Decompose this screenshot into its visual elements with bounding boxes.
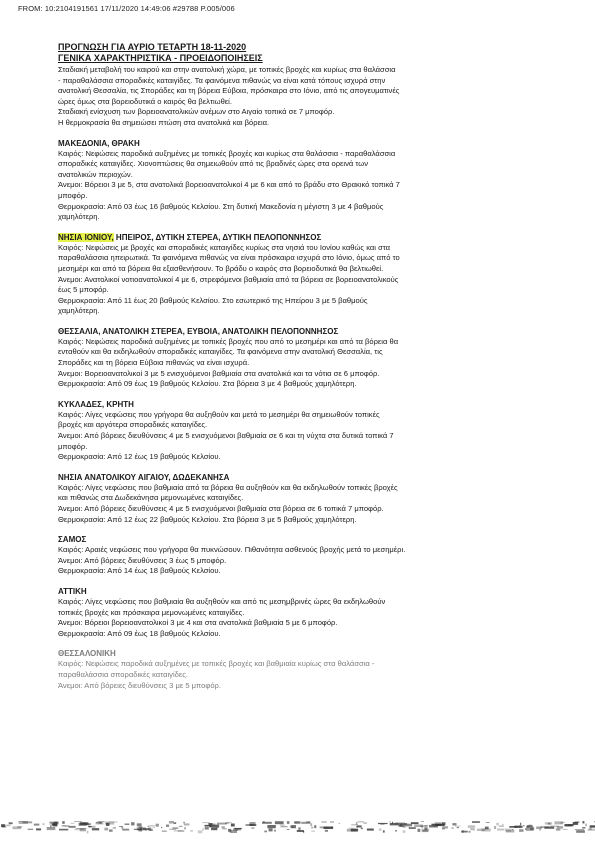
- region-line: μεσημέρι και από τα βόρεια θα εξασθενήσουν. Το βράδυ ο καιρός στα βορειοδυτικά θα βελτιωθεί.: [58, 263, 384, 273]
- scan-noise-mark: [442, 826, 448, 828]
- scan-noise-mark: [287, 829, 290, 830]
- scan-noise-mark: [515, 825, 520, 826]
- scan-noise-mark: [134, 829, 141, 830]
- scan-noise-mark: [149, 825, 155, 827]
- scan-noise-mark: [403, 830, 406, 833]
- scan-noise-mark: [389, 821, 390, 822]
- scan-noise-mark: [398, 825, 404, 827]
- scan-noise-mark: [28, 829, 33, 830]
- region-line: Καιρός: Νεφώσεις με βροχές και σποραδικές καταιγίδες κυρίως στα νησιά του Ιονίου καθώς και στα: [58, 242, 391, 252]
- region-attica: [58, 586, 578, 639]
- scan-noise-mark: [556, 829, 561, 831]
- scan-noise-mark: [61, 826, 69, 827]
- region-line: Σποράδες και τη βόρεια Εύβοια πιθανώς να είναι ισχυρά.: [58, 358, 250, 368]
- scan-noise-mark: [208, 823, 212, 825]
- scan-noise-mark: [59, 829, 68, 831]
- region-title: ΝΗΣΙΑ ΑΝΑΤΟΛΙΚΟΥ ΑΙΓΑΙΟΥ, ΔΩΔΕΚΑΝΗΣΑ: [58, 472, 230, 482]
- scan-noise-mark: [280, 825, 285, 826]
- scan-noise-mark: [588, 829, 595, 831]
- general-line: Η θερμοκρασία θα σημειώσει πτώση στα ανατολικά και βόρεια.: [58, 117, 270, 127]
- scan-noise-mark: [148, 828, 151, 831]
- document-subtitle: ΓΕΝΙΚΑ ΧΑΡΑΚΤΗΡΙΣΤΙΚΑ - ΠΡΟΕΙΔΟΠΟΙΗΣΕΙΣ: [58, 53, 263, 63]
- scan-noise-mark: [311, 827, 313, 829]
- scan-noise-mark: [205, 825, 211, 827]
- scan-noise-mark: [520, 823, 521, 826]
- scan-noise-mark: [367, 829, 374, 831]
- scan-noise-mark: [156, 824, 159, 827]
- scan-noise-mark: [575, 829, 584, 830]
- scan-noise-mark: [109, 822, 118, 823]
- scan-noise-mark: [19, 823, 28, 824]
- scan-noise-mark: [395, 822, 405, 825]
- scan-noise-mark: [9, 822, 13, 824]
- scan-noise-mark: [311, 831, 315, 832]
- region-line: Θερμοκρασία: Από 09 έως 19 βαθμούς Κελσίου. Στα βόρεια 3 με 4 βαθμούς χαμηλότερη.: [58, 379, 357, 389]
- scan-noise-mark: [421, 821, 424, 822]
- scan-noise-mark: [497, 829, 504, 831]
- scan-noise-mark: [519, 829, 523, 832]
- scan-noise-mark: [179, 826, 183, 827]
- scan-noise-mark: [306, 821, 311, 822]
- scan-noise-mark: [564, 824, 571, 826]
- scan-noise-mark: [421, 827, 423, 828]
- region-line: Θερμοκρασία: Από 12 έως 19 βαθμούς Κελσίου.: [58, 452, 221, 462]
- region-ionian-epirus: [58, 232, 578, 317]
- region-macedonia-thrace: [58, 138, 578, 223]
- scan-noise-mark: [131, 822, 134, 825]
- scan-noise-mark: [541, 826, 550, 827]
- scan-noise-mark: [514, 826, 522, 828]
- scan-noise-mark: [356, 822, 358, 825]
- scan-noise-mark: [174, 823, 176, 824]
- scan-noise-mark: [198, 830, 203, 833]
- scan-noise-mark: [153, 827, 155, 828]
- scan-noise-mark: [190, 830, 193, 831]
- scan-noise-mark: [109, 829, 113, 831]
- scan-noise-mark: [324, 827, 333, 830]
- general-line: Σταδιακή ενίσχυση των βορειοανατολικών ανέμων στο Αιγαίο τοπικά σε 7 μποφόρ.: [58, 107, 335, 117]
- scan-noise-mark: [424, 825, 427, 826]
- scan-noise-mark: [291, 825, 296, 828]
- scan-noise-mark: [452, 823, 456, 825]
- scan-noise-mark: [314, 825, 316, 828]
- scan-noise-mark: [409, 827, 416, 829]
- scan-noise-mark: [17, 826, 22, 828]
- scan-noise-mark: [183, 822, 185, 824]
- scan-noise-mark: [418, 829, 421, 832]
- scan-noise-mark: [92, 828, 99, 830]
- scan-noise-mark: [69, 826, 76, 828]
- scan-noise-mark: [378, 823, 388, 824]
- scan-noise-mark: [34, 824, 40, 826]
- region-line: Καιρός: Αραιές νεφώσεις που γρήγορα θα πυκνώσουν. Πιθανότητα ασθενούς βροχής μετά το μεσημέρι.: [58, 545, 406, 555]
- region-samos: [58, 534, 578, 577]
- region-east-aegean-dodecanese: [58, 472, 578, 525]
- region-title: ΘΕΣΣΑΛΙΑ, ΑΝΑΤΟΛΙΚΗ ΣΤΕΡΕΑ, ΕΥΒΟΙΑ, ΑΝΑΤΟΛΙΚΗ ΠΕΛΟΠΟΝΝΗΣΟΣ: [58, 326, 339, 336]
- region-title: ΑΤΤΙΚΗ: [58, 586, 87, 596]
- scan-noise-mark: [287, 821, 290, 824]
- scan-noise-mark: [264, 831, 267, 833]
- scan-noise-mark: [98, 821, 105, 822]
- scan-noise-mark: [212, 825, 219, 828]
- scan-noise-mark: [351, 829, 358, 832]
- general-line: - παραθαλάσσια σποραδικές καταιγίδες. Τα φαινόμενα πιθανώς να είναι κατά τόπους ισχυρά στην: [58, 75, 386, 85]
- scan-noise-mark: [583, 821, 585, 823]
- scan-noise-mark: [106, 823, 110, 826]
- scan-noise-mark: [395, 830, 397, 831]
- scan-noise-mark: [148, 826, 150, 827]
- scan-noise-mark: [83, 823, 85, 825]
- scan-noise-mark: [290, 826, 291, 828]
- scan-noise-mark: [275, 821, 284, 824]
- scan-noise-mark: [83, 829, 87, 830]
- scan-noise-mark: [249, 822, 255, 824]
- scan-noise-mark: [563, 829, 568, 830]
- scan-noise-mark: [358, 821, 365, 822]
- region-title: ΘΕΣΣΑΛΟΝΙΚΗ: [58, 649, 116, 659]
- region-line: Καιρός: Νεφώσεις παροδικά αυξημένες με τοπικές βροχές και βαθμιαία κυρίως στα θαλάσσια -: [58, 659, 375, 669]
- region-cyclades-crete: [58, 399, 578, 463]
- scan-noise-mark: [79, 823, 87, 826]
- scan-noise-mark: [263, 821, 264, 823]
- scan-noise-mark: [486, 822, 490, 823]
- scan-noise-mark: [364, 822, 367, 824]
- region-line: Άνεμοι: Από βόρειες διευθύνσεις 4 με 5 ενισχυόμενοι βαθμιαία στα βόρεια σε 6 τοπικά 7 μποφόρ.: [58, 504, 384, 513]
- scan-noise-mark: [452, 828, 454, 829]
- region-line: Θερμοκρασία: Από 03 έως 16 βαθμούς Κελσίου. Στη δυτική Μακεδονία η μέγιστη 3 με 4 βαθμούς: [58, 201, 384, 211]
- scan-noise-mark: [205, 827, 209, 830]
- scan-noise-mark: [125, 824, 130, 825]
- scan-noise-marks: [1, 821, 595, 833]
- region-line: Θερμοκρασία: Από 11 έως 20 βαθμούς Κελσίου. Στο εσωτερικό της Ηπείρου 3 με 5 βαθμούς: [58, 295, 368, 305]
- scan-noise-mark: [539, 829, 541, 831]
- scan-noise-mark: [269, 828, 273, 831]
- scan-noise-mark: [512, 829, 514, 830]
- scan-noise-mark: [95, 822, 103, 824]
- region-line: Θερμοκρασία: Από 14 έως 18 βαθμούς Κελσίου.: [58, 566, 221, 576]
- highlighted-title: ΝΗΣΙΑ ΙΟΝΙΟΥ,: [58, 232, 114, 242]
- region-line: Άνεμοι: Βόρειοι 3 με 5, στα ανατολικά βορειοανατολικοί 4 με 6 και από το βράδυ στο Θρακικό τοπικά 7: [58, 180, 400, 190]
- region-line: Καιρός: Λίγες νεφώσεις που γρήγορα θα αυξηθούν και μετά το μεσημέρι θα σημειωθούν τοπικές: [58, 409, 380, 419]
- region-title: ΣΑΜΟΣ: [58, 535, 87, 545]
- scan-noise-mark: [36, 828, 41, 830]
- scan-noise-mark: [122, 829, 129, 831]
- scan-noise-mark: [502, 824, 503, 826]
- region-title: ΚΥΚΛΑΔΕΣ, ΚΡΗΤΗ: [58, 399, 134, 409]
- scan-noise-mark: [330, 821, 334, 823]
- scan-noise-mark: [169, 821, 174, 824]
- scan-noise-mark: [529, 824, 532, 825]
- scan-noise-mark: [62, 821, 64, 824]
- scan-noise-mark: [119, 826, 123, 827]
- region-line: παραθαλάσσια σποραδικές καταιγίδες.: [58, 669, 189, 679]
- scan-noise-mark: [433, 825, 436, 827]
- scan-noise-mark: [349, 828, 354, 829]
- scan-noise-mark: [499, 826, 504, 827]
- scan-noise-mark: [249, 824, 256, 826]
- scan-noise-mark: [585, 824, 587, 827]
- scan-noise-mark: [87, 831, 89, 834]
- scan-noise-mark: [494, 826, 496, 829]
- scan-noise-mark: [172, 827, 178, 829]
- region-line: Καιρός: Νεφώσεις παροδικά αυξημένες με τοπικές βροχές και κυρίως στα θαλάσσια - παραθαλάσσια: [58, 148, 396, 158]
- scan-noise-mark: [582, 827, 585, 828]
- scan-noise-mark: [383, 830, 385, 832]
- scan-noise-mark: [161, 827, 162, 828]
- scan-noise-mark: [470, 828, 474, 830]
- scan-noise-mark: [457, 827, 459, 828]
- scan-noise-mark: [379, 828, 382, 831]
- scan-noise-mark: [202, 828, 203, 831]
- scan-noise-mark: [50, 825, 51, 827]
- scan-noise-mark: [481, 828, 490, 831]
- region-line: Θερμοκρασία: Από 09 έως 18 βαθμούς Κελσίου.: [58, 628, 221, 638]
- scan-noise-mark: [560, 823, 564, 824]
- scan-noise-mark: [294, 821, 300, 823]
- scan-noise-mark: [274, 830, 276, 832]
- scan-noise-mark: [523, 825, 525, 826]
- region-line: ενταθούν και θα εκδηλωθούν σποραδικές καταιγίδες. Τα φαινόμενα στην ανατολική Θεσσαλία, τις: [58, 347, 383, 357]
- scan-noise-strip: [0, 818, 595, 834]
- scan-noise-mark: [222, 826, 225, 828]
- region-line: Άνεμοι: Από βόρειες διευθύνσεις 3 με 5 μποφόρ.: [58, 680, 221, 690]
- scan-noise-mark: [47, 827, 56, 830]
- region-line: Καιρός: Λίγες νεφώσεις που βαθμιαία από τα βόρεια θα αυξηθούν και θα εκδηλωθούν τοπικές βροχές: [58, 482, 398, 492]
- scan-noise-mark: [509, 826, 515, 827]
- region-thessaly-east-sterea: [58, 326, 578, 390]
- region-line: Καιρός: Λίγες νεφώσεις που βαθμιαία θα αυξηθούν και από τις μεσημβρινές ώρες θα εκδηλωθούν: [58, 596, 386, 606]
- region-line: χαμηλότερη.: [58, 212, 100, 222]
- region-line: Άνεμοι: Βόρειοι βορειοανατολικοί 3 με 4 και στα ανατολικά βαθμιαία 5 με 6 μποφόρ.: [58, 618, 338, 628]
- region-line: Άνεμοι: Βορειοανατολικοί 3 με 5 ενισχυόμενοι βαθμιαία στα ανατολικά και τα νότια σε 6 μποφόρ.: [58, 368, 380, 378]
- region-line: παραθαλάσσια ηπειρωτικά. Τα φαινόμενα πιθανώς να είναι πρόσκαιρα ισχυρά στο Ιόνιο, όμως από το: [58, 253, 400, 263]
- scan-noise-mark: [545, 822, 552, 824]
- scan-noise-mark: [2, 826, 6, 828]
- scan-noise-mark: [496, 823, 499, 826]
- scan-noise-mark: [435, 822, 443, 825]
- scan-noise-mark: [423, 830, 428, 831]
- scan-noise-mark: [202, 822, 209, 823]
- region-line: Άνεμοι: Από βόρειες διευθύνσεις 4 με 5 ενισχυόμενοι βαθμιαία σε 6 και τη νύχτα στα δυτικά τοπικά 7: [58, 431, 394, 441]
- scan-noise-mark: [392, 822, 393, 824]
- region-line: Άνεμοι: Από βόρειες διευθύνσεις 3 έως 5 μποφόρ.: [58, 555, 227, 565]
- scan-noise-mark: [121, 827, 123, 828]
- scan-noise-mark: [506, 830, 514, 833]
- region-line: ανατολικών περιοχών.: [58, 169, 133, 179]
- region-line: μποφόρ.: [58, 441, 88, 451]
- scan-noise-mark: [228, 829, 232, 832]
- region-line: έως 5 μποφόρ.: [58, 285, 109, 295]
- fax-header-line: FROM: 10:2104191561 17/11/2020 14:49:06 #29788 P.005/006: [18, 4, 235, 13]
- scan-noise-mark: [162, 831, 167, 832]
- scan-noise-mark: [42, 823, 44, 825]
- scan-noise-mark: [339, 823, 341, 824]
- scan-noise-mark: [576, 830, 585, 833]
- scan-noise-mark: [88, 826, 91, 827]
- scan-noise-mark: [590, 825, 595, 827]
- region-title-rest: ΗΠΕΙΡΟΣ, ΔΥΤΙΚΗ ΣΤΕΡΕΑ, ΔΥΤΙΚΗ ΠΕΛΟΠΟΝΝΗΣΟΣ: [113, 232, 322, 242]
- scan-noise-mark: [71, 823, 75, 824]
- scan-noise-mark: [557, 826, 563, 829]
- scan-noise-mark: [50, 822, 59, 825]
- scan-noise-mark: [104, 828, 108, 831]
- region-line: σποραδικές καταιγίδες. Χιονοπτώσεις θα σημειωθούν από τις βραδινές ώρες στα ορεινά των: [58, 159, 369, 169]
- region-line: και πιθανώς στα Δωδεκάνησα μεμονωμένες καταιγίδες.: [58, 493, 244, 503]
- scan-noise-mark: [325, 830, 328, 832]
- scan-noise-mark: [297, 830, 304, 832]
- forecast-document: [58, 42, 578, 691]
- general-line: ανατολική Θεσσαλία, τις Σποράδες και τη βόρεια Εύβοια, πρόσκαιρα στο Ιόνιο, από τις απογευματινές: [58, 86, 400, 96]
- scan-noise-mark: [137, 823, 142, 826]
- scan-noise-mark: [469, 831, 471, 833]
- region-line: βροχές και αργότερα σποραδικές καταιγίδες.: [58, 420, 208, 430]
- scan-noise-mark: [468, 825, 475, 828]
- scan-noise-mark: [442, 828, 445, 829]
- scan-noise-mark: [74, 821, 82, 822]
- scan-noise-mark: [404, 824, 412, 827]
- scan-noise-mark: [184, 827, 186, 829]
- scan-noise-mark: [267, 825, 275, 828]
- scan-noise-mark: [526, 828, 534, 831]
- scan-noise-mark: [532, 827, 534, 828]
- scan-noise-mark: [310, 823, 312, 826]
- region-thessaloniki: [58, 648, 578, 691]
- scan-noise-mark: [231, 824, 235, 827]
- region-title: [58, 232, 578, 243]
- scan-noise-mark: [322, 822, 327, 823]
- scan-noise-mark: [251, 827, 254, 829]
- scan-noise-mark: [222, 828, 227, 830]
- scan-noise-mark: [113, 828, 116, 829]
- region-line: Άνεμοι: Ανατολικοί νοτιοανατολικοί 4 με 6, στρεφόμενοι βαθμιαία από τα βόρεια σε βορειοανατολικούς: [58, 274, 399, 284]
- scan-noise-mark: [281, 826, 288, 827]
- scan-noise-mark: [145, 829, 147, 831]
- region-line: τοπικές βροχές και πρόσκαιρα μεμονωμένες καταιγίδες.: [58, 607, 245, 617]
- general-line: Σταδιακή μεταβολή του καιρού και στην ανατολική χώρα, με τοπικές βροχές και κυρίως στα θαλάσσια: [58, 65, 396, 74]
- scan-noise-mark: [361, 828, 363, 830]
- general-line: ώρες όμως στα βορειοδυτικά ο καιρός θα βελτιωθεί.: [58, 96, 232, 106]
- scan-noise-mark: [462, 830, 464, 833]
- scan-noise-mark: [356, 826, 358, 828]
- document-title: ΠΡΟΓΝΩΣΗ ΓΙΑ ΑΥΡΙΟ ΤΕΤΑΡΤΗ 18-11-2020: [58, 42, 247, 52]
- scan-noise-mark: [455, 826, 461, 827]
- region-line: μποφόρ.: [58, 190, 88, 200]
- scan-noise-mark: [424, 827, 427, 830]
- scan-noise-mark: [174, 831, 182, 832]
- scan-noise-mark: [166, 825, 169, 828]
- scan-noise-mark: [22, 821, 32, 823]
- scan-noise-mark: [474, 828, 475, 830]
- region-line: Θερμοκρασία: Από 12 έως 22 βαθμούς Κελσίου. Στα βόρεια 3 με 5 βαθμούς χαμηλότερη.: [58, 514, 357, 524]
- scan-noise-mark: [184, 823, 190, 825]
- region-line: χαμηλότερη.: [58, 306, 100, 316]
- scan-noise-mark: [303, 831, 304, 833]
- scan-noise-mark: [472, 821, 480, 823]
- general-section: [58, 65, 578, 129]
- scan-noise-mark: [217, 823, 227, 825]
- region-title: ΜΑΚΕΔΟΝΙΑ, ΘΡΑΚΗ: [58, 138, 140, 148]
- scan-noise-mark: [216, 827, 218, 829]
- scan-noise-mark: [573, 822, 578, 825]
- scan-noise-mark: [298, 827, 300, 830]
- region-line: Καιρός: Νεφώσεις παροδικά αυξημένες με τοπικές βροχές που από το μεσημέρι και από τα βόρεια θα: [58, 336, 399, 346]
